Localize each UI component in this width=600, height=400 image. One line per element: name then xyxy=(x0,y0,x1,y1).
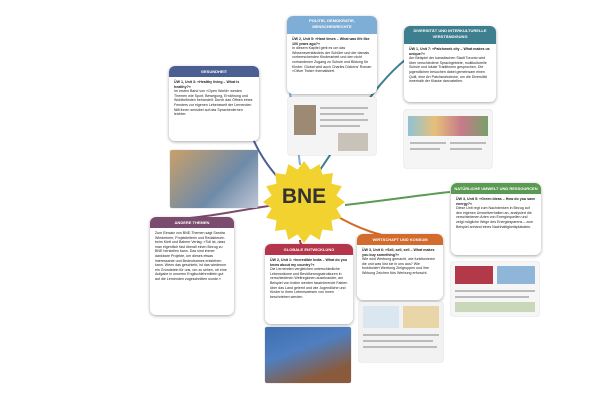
bne-label: BNE xyxy=(281,185,327,208)
card-title: ÜW 2, Unit 5: »Hard times – What was life like 100 years ago?« xyxy=(292,37,370,46)
card-text: In diesem Kapitel geht es um das Wissensverständnis der Schüler und der damals vorherrschenden Kinderarbeit und den nicht vorhandenen Zugang zu Schule und Bildung für Kinder. Global wird auch Charles Dickens' Roman »Oliver Twist« thematisiert. xyxy=(292,46,372,74)
card-header: GLOBALE ENTWICKLUNG xyxy=(265,244,353,255)
card-wirtschaft xyxy=(357,234,443,300)
card-text: Zum Einsatz von BNE-Themen sagt Sandra Wiederkehr, Projektleiterin und Redakteurin beim Klett und Balmer Verlag: »Toll ist, dass man eigentlich fast überall einen Bezug zu BNE herstellen kann. Das sind immer dankbare Projekte, um dieses etwas interessante und Bedeutsames entstehen kann. Wenn das geschieht, ist das wiederum ein Grundstein für uns, um zu sehen, ob eine Aufgabe in unseren Englischlehrmitteln gut auf die Lernenden zugeschnitten wurde.« xyxy=(155,231,227,281)
textbook-page-thumbnail xyxy=(451,262,539,316)
card-title: ÜW 3, Unit 6: »Sell, sell, sell – What makes you buy something?« xyxy=(362,248,435,257)
card-header: NATÜRLICHE UMWELT UND RESSOURCEN xyxy=(451,183,541,194)
card-diversitaet xyxy=(404,26,496,102)
card-body xyxy=(169,77,259,120)
card-header: POLITIK, DEMOKRATIE, MENSCHENRECHTE xyxy=(287,16,377,34)
card-natuerliche-umwelt xyxy=(451,183,541,255)
card-title: ÜW 3, Unit 5: »Green Ideas – How do you save energy?« xyxy=(456,197,536,206)
textbook-page-thumbnail xyxy=(288,97,376,155)
textbook-page-thumbnail xyxy=(404,110,492,168)
card-body xyxy=(357,245,443,279)
card-title: ÜW 1, Unit 3: »Healthy living – What is healthy?« xyxy=(174,80,240,89)
card-globale-entwicklung xyxy=(265,244,353,324)
card-body xyxy=(265,255,353,302)
card-header: DIVERSITÄT UND INTERKULTURELLE VERSTÄNDIGUNG xyxy=(404,26,496,44)
card-text: Die Lernenden vergleichen unterschiedliche Lebensräume und Bevölkerungsstrukturen in verschiedenen Weltregionen auseinander, am Beispiel von Indien werden faszinierende Fakten über das Land gelernt und wie Jugendliche und Kinder in ihren Lebensweisen von Innen beschrieben werden. xyxy=(270,267,348,299)
card-text: Wie wird Werbung gemacht, wie funktionieren die und was löst sie in uns aus? Wie funktioniert Werbung Zielgruppen und ihre Wirkung Zeichen fürs Werbung erforscht. xyxy=(362,257,436,275)
card-title: ÜW 1, Unit 7: »Patchwork city – What makes us unique?« xyxy=(409,47,490,56)
card-body xyxy=(451,194,541,232)
card-gesundheit xyxy=(169,66,259,141)
card-body xyxy=(287,34,377,77)
card-andere-themen xyxy=(150,217,234,315)
card-politik xyxy=(287,16,377,94)
card-header: WIRTSCHAFT UND KONSUM xyxy=(357,234,443,245)
card-text: Am Beispiel der kanadischen Stadt Toronto wird über verschiedene Sprachgebiete, multikulturelle Schule und lokale Traditionen gesprochen. Die jugendlichen besuchen dabei gemeinsam einen Quilt, eine Art Patchworkdecke, um die Diversität innerhalb der Klasse darzustellen. xyxy=(409,56,487,84)
textbook-page-thumbnail xyxy=(359,302,443,362)
card-text: Diese Unit regt zum Nachdenken in Bezug auf den eigenen Umweltverhalten an, analysiert die verschiedenen Arten von Energiequellen und zeigt mögliche Wege des Energiesparens – zum Beispiel anhand eines Nachhaltigkeitsplakates. xyxy=(456,206,534,229)
card-title: ÜW 2, Unit 1: »Incredible India – What do you know about my country?« xyxy=(270,258,348,267)
card-body xyxy=(404,44,496,87)
card-text: Im ersten Band von »Open World« werden Themen wie Sport, Bewegung, Ernährung und Wohlbefinden behandelt. Durch das Öffnen eines Fensters zur eigenen Lebenswelt der Lernenden fällt ihnen sensibel auf das Sprachenlernen leichter. xyxy=(174,89,253,117)
photo-india-thumbnail xyxy=(265,327,351,383)
card-header: ANDERE THEMEN xyxy=(150,217,234,228)
card-body xyxy=(150,228,234,285)
card-header: GESUNDHEIT xyxy=(169,66,259,77)
photo-students-thumbnail xyxy=(170,150,258,208)
